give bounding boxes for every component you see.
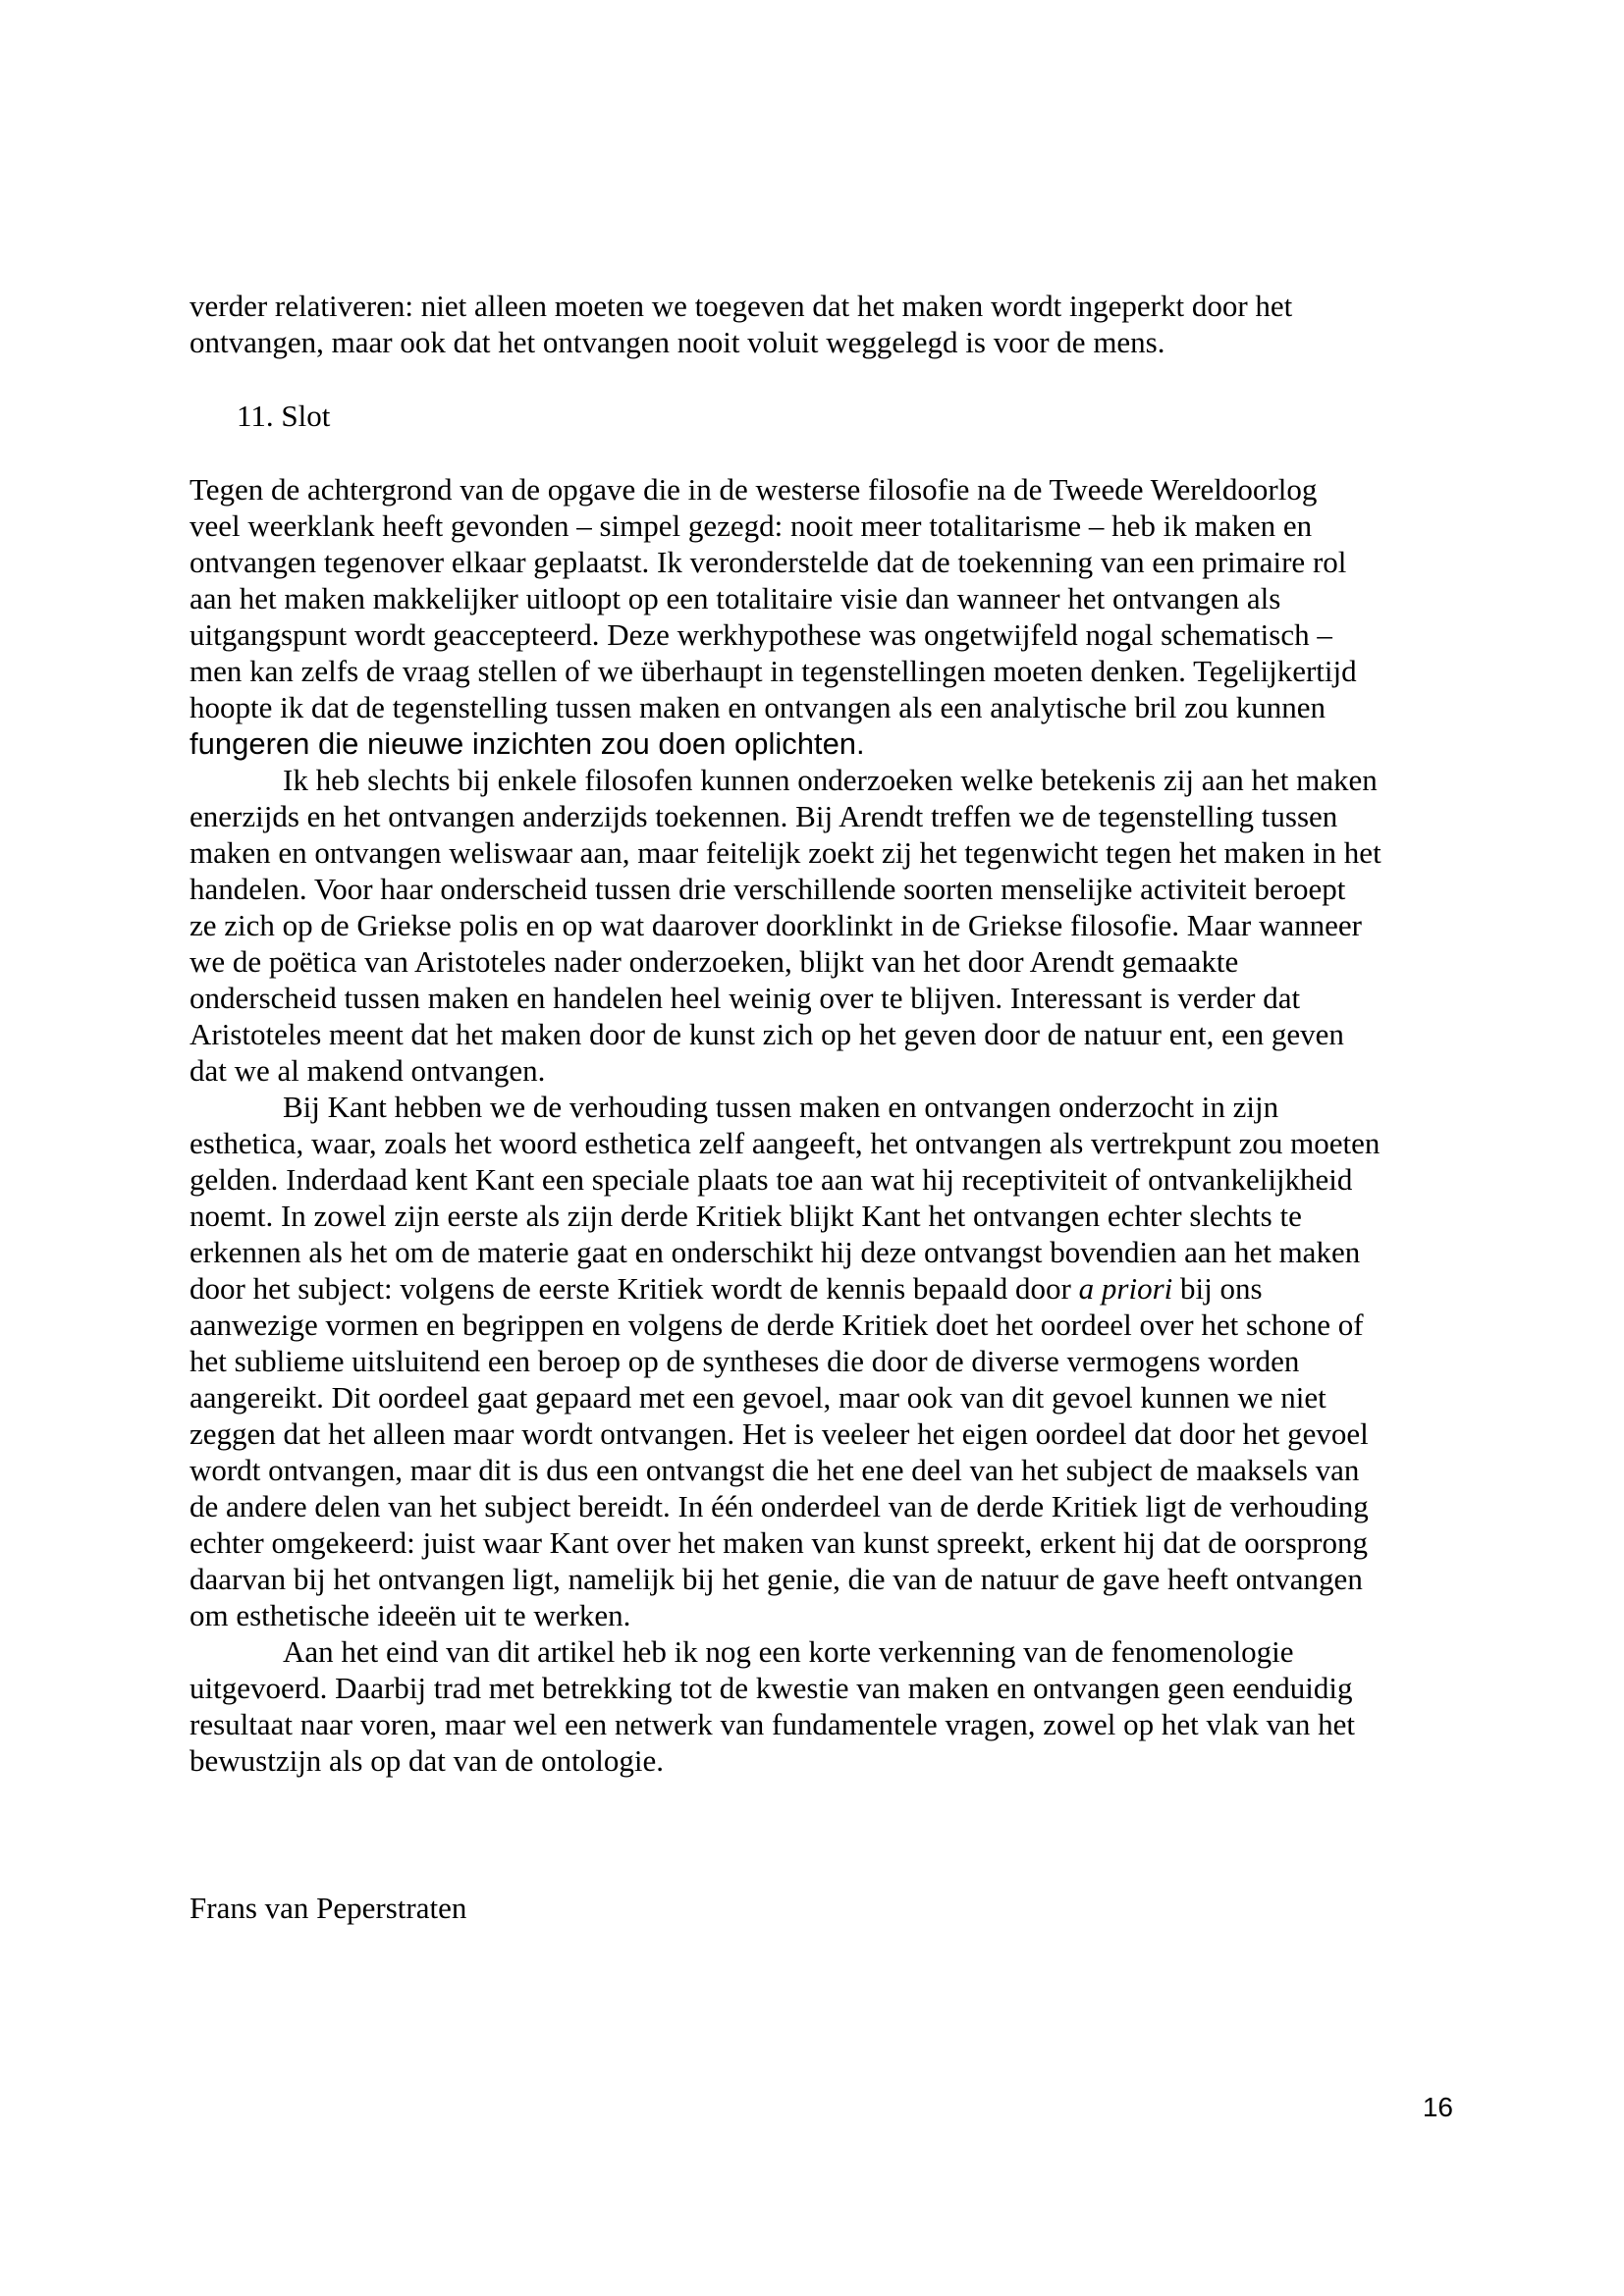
text-line: aan het maken makkelijker uitloopt op een totalitaire visie dan wanneer het ontvangen als: [189, 581, 1281, 615]
text-line: noemt. In zowel zijn eerste als zijn derde Kritiek blijkt Kant het ontvangen echter slechts te: [189, 1199, 1302, 1233]
text-line: ontvangen, maar ook dat het ontvangen nooit voluit weggelegd is voor de mens.: [189, 325, 1165, 359]
text-line: dat we al makend ontvangen.: [189, 1053, 546, 1088]
text-run: bij ons: [1172, 1271, 1263, 1306]
text-line: zeggen dat het alleen maar wordt ontvangen. Het is veeleer het eigen oordeel dat door het gevoel: [189, 1416, 1369, 1451]
text-line: het sublieme uitsluitend een beroep op de syntheses die door de diverse vermogens worden: [189, 1344, 1300, 1378]
text-line: Aristoteles meent dat het maken door de kunst zich op het geven door de natuur ent, een geven: [189, 1017, 1344, 1051]
text-run: door het subject: volgens de eerste Kritiek wordt de kennis bepaald door: [189, 1271, 1079, 1306]
text-line: hoopte ik dat de tegenstelling tussen maken en ontvangen als een analytische bril zou kunnen: [189, 690, 1326, 724]
text-line: verder relativeren: niet alleen moeten we toegeven dat het maken wordt ingeperkt door het: [189, 289, 1293, 323]
text-line: aanwezige vormen en begrippen en volgens de derde Kritiek doet het oordeel over het schone of: [189, 1308, 1364, 1342]
text-line: fungeren die nieuwe inzichten zou doen oplichten.: [189, 726, 865, 761]
author-signature: [189, 1890, 1456, 1926]
text-line: daarvan bij het ontvangen ligt, namelijk bij het genie, die van de natuur de gave heeft ontvangen: [189, 1562, 1363, 1596]
text-line-with-italic: [189, 1270, 1456, 1307]
section-heading: [189, 398, 1456, 434]
paragraph-3: [189, 1089, 1456, 1633]
paragraph-4: [189, 1633, 1456, 1779]
text-line: maken en ontvangen weliswaar aan, maar feitelijk zoekt zij het tegenwicht tegen het maken in het: [189, 835, 1381, 870]
italic-term: a priori: [1078, 1271, 1173, 1306]
text-line: ontvangen tegenover elkaar geplaatst. Ik veronderstelde dat de toekenning van een primaire rol: [189, 545, 1347, 579]
page-number: 16: [1422, 2092, 1453, 2122]
text-line: men kan zelfs de vraag stellen of we überhaupt in tegenstellingen moeten denken. Tegelijkertijd: [189, 654, 1357, 688]
text-line: handelen. Voor haar onderscheid tussen drie verschillende soorten menselijke activiteit beroept: [189, 872, 1346, 906]
text-line: echter omgekeerd: juist waar Kant over het maken van kunst spreekt, erkent hij dat de oorsprong: [189, 1525, 1368, 1560]
paragraph-1: [189, 471, 1456, 762]
text-line: onderscheid tussen maken en handelen heel weinig over te blijven. Interessant is verder dat: [189, 981, 1301, 1015]
text-line: uitgangspunt wordt geaccepteerd. Deze werkhypothese was ongetwijfeld nogal schematisch –: [189, 617, 1332, 652]
text-line: enerzijds en het ontvangen anderzijds toekennen. Bij Arendt treffen we de tegenstelling tussen: [189, 799, 1338, 833]
text-line: we de poëtica van Aristoteles nader onderzoeken, blijkt van het door Arendt gemaakte: [189, 944, 1239, 979]
text-line: ze zich op de Griekse polis en op wat daarover doorklinkt in de Griekse filosofie. Maar wanneer: [189, 908, 1362, 942]
text-line: resultaat naar voren, maar wel een netwerk van fundamentele vragen, zowel op het vlak van het: [189, 1707, 1355, 1741]
text-line: veel weerklank heeft gevonden – simpel gezegd: nooit meer totalitarisme – heb ik maken en: [189, 508, 1313, 543]
text-line: gelden. Inderdaad kent Kant een speciale plaats toe aan wat hij receptiviteit of ontvankelijkheid: [189, 1162, 1353, 1197]
paragraph-2: [189, 762, 1456, 1089]
text-line: uitgevoerd. Daarbij trad met betrekking tot de kwestie van maken en ontvangen geen eenduidig: [189, 1671, 1353, 1705]
text-line: bewustzijn als op dat van de ontologie.: [189, 1743, 664, 1778]
text-line: om esthetische ideeën uit te werken.: [189, 1598, 631, 1632]
text-line: Tegen de achtergrond van de opgave die in de westerse filosofie na de Tweede Wereldoorlog: [189, 472, 1318, 507]
text-line: Ik heb slechts bij enkele filosofen kunnen onderzoeken welke betekenis zij aan het maken: [283, 763, 1378, 797]
text-line: aangereikt. Dit oordeel gaat gepaard met een gevoel, maar ook van dit gevoel kunnen we niet: [189, 1380, 1326, 1415]
author-name: Frans van Peperstraten: [189, 1891, 467, 1925]
text-line: de andere delen van het subject bereidt. In één onderdeel van de derde Kritiek ligt de verhouding: [189, 1489, 1369, 1523]
text-line: erkennen als het om de materie gaat en onderschikt hij deze ontvangst bovendien aan het maken: [189, 1235, 1361, 1269]
text-line: Bij Kant hebben we de verhouding tussen maken en ontvangen onderzocht in zijn: [283, 1090, 1279, 1124]
intro-paragraph: [189, 288, 1456, 360]
text-line: wordt ontvangen, maar dit is dus een ontvangst die het ene deel van het subject de maaksels van: [189, 1453, 1360, 1487]
text-line: Aan het eind van dit artikel heb ik nog een korte verkenning van de fenomenologie: [283, 1634, 1294, 1669]
text-line: esthetica, waar, zoals het woord esthetica zelf aangeeft, het ontvangen als vertrekpunt zou moeten: [189, 1126, 1380, 1160]
section-title: 11. Slot: [237, 399, 331, 433]
